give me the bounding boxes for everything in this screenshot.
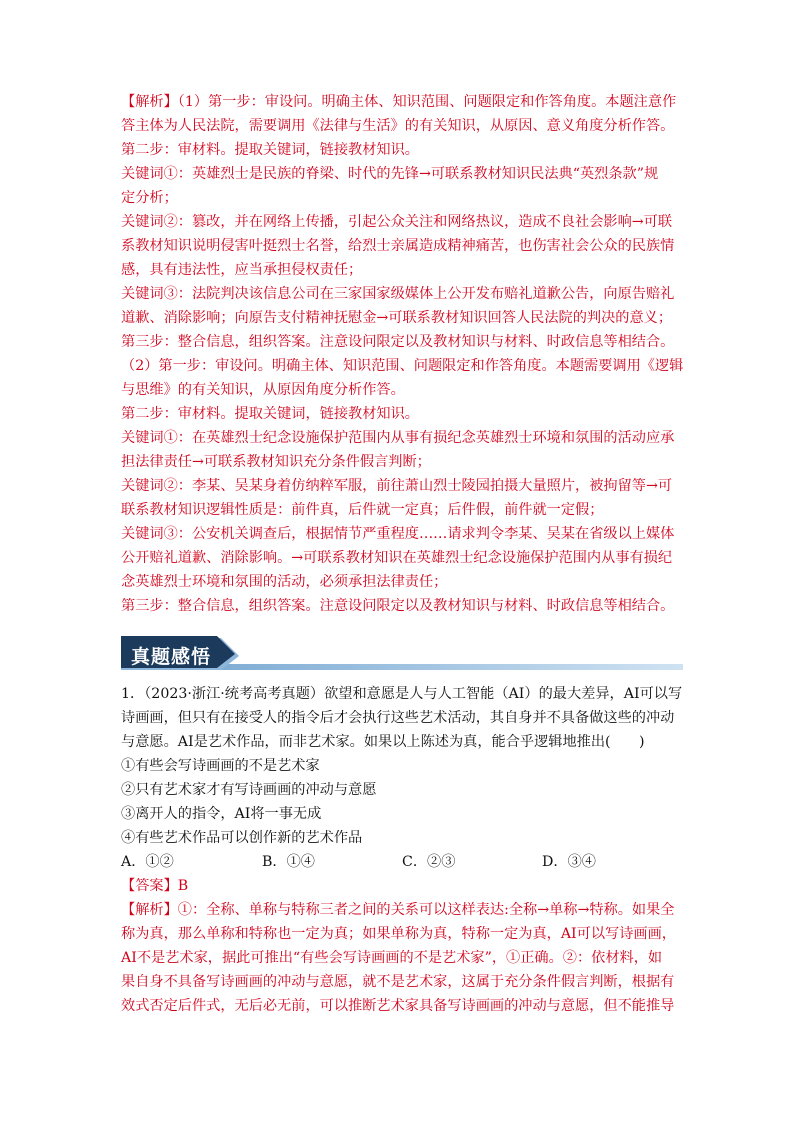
statement-item: ①有些会写诗画画的不是艺术家	[121, 758, 320, 774]
analysis-line: 定分析；	[121, 190, 178, 206]
question-stem-line: 与意愿。AI是艺术作品，而非艺术家。如果以上陈述为真，能合乎逻辑地推出( )	[121, 734, 645, 750]
question-stem-line: 诗画画，但只有在接受人的指令后才会执行这些艺术活动，其自身并不具备做这些的冲动	[121, 710, 675, 726]
analysis-line: 联系教材知识逻辑性质是：前件真，后件就一定真；后件假，前件就一定假；	[121, 502, 604, 518]
option-c: C．②③	[402, 854, 456, 870]
analysis-line: 关键词③：法院判决该信息公司在三家国家级媒体上公开发布赔礼道歉公告，向原告赔礼	[121, 286, 675, 302]
statement-item: ④有些艺术作品可以创作新的艺术作品	[121, 830, 363, 846]
question-stem-line: 1．（2023·浙江·统考高考真题）欲望和意愿是人与人工智能（AI）的最大差异，AI可以写	[121, 686, 683, 702]
analysis-line: 第三步：整合信息，组织答案。注意设问限定以及教材知识与材料、时政信息等相结合。	[121, 334, 675, 350]
analysis-line: 感，具有违法性，应当承担侵权责任；	[121, 262, 363, 278]
section-banner	[121, 636, 683, 674]
statement-item: ③离开人的指令，AI将一事无成	[121, 806, 322, 822]
analysis-line: 第三步：整合信息，组织答案。注意设问限定以及教材知识与材料、时政信息等相结合。	[121, 598, 675, 614]
analysis-line: 道歉、消除影响；向原告支付精神抚慰金→可联系教材知识回答人民法院的判决的意义；	[121, 310, 673, 326]
analysis-section	[121, 90, 683, 618]
option-a: A．①②	[121, 854, 174, 870]
option-d: D．③④	[542, 854, 596, 870]
analysis-line: 效式否定后件式，无后必无前，可以推断艺术家具备写诗画画的冲动与意愿，但不能推导	[121, 998, 675, 1014]
analysis-line: 公开赔礼道歉、消除影响。→可联系教材知识在英雄烈士纪念设施保护范围内从事有损纪	[121, 550, 673, 566]
analysis-line: 【解析】①：全称、单称与特称三者之间的关系可以这样表达:全称→单称→特称。如果全	[121, 902, 675, 918]
analysis-line: 关键词①：在英雄烈士纪念设施保护范围内从事有损纪念英雄烈士环境和氛围的活动应承	[121, 430, 675, 446]
analysis-line: 关键词①：英雄烈士是民族的脊梁、时代的先锋→可联系教材知识民法典“英烈条款”规	[121, 166, 659, 182]
option-b: B．①④	[262, 854, 315, 870]
answer-analysis-block	[121, 874, 683, 1018]
analysis-line: 关键词②：篡改，并在网络上传播，引起公众关注和网络热议，造成不良社会影响→可联	[121, 214, 673, 230]
analysis-line: 系教材知识说明侵害叶挺烈士名誉，给烈士亲属造成精神痛苦，也伤害社会公众的民族情	[121, 238, 675, 254]
analysis-line: 担法律责任→可联系教材知识充分条件假言判断；	[121, 454, 431, 470]
analysis-line: 第二步：审材料。提取关键词，链接教材知识。	[121, 406, 419, 422]
analysis-line: 答主体为人民法院，需要调用《法律与生活》的有关知识，从原因、意义角度分析作答。	[121, 118, 675, 134]
analysis-line: AI不是艺术家，据此可推出“有些会写诗画画的不是艺术家”，①正确。②：依材料，如	[121, 950, 663, 966]
answer-label: 【答案】B	[121, 878, 189, 894]
answer-options	[121, 850, 683, 874]
analysis-line: 关键词③：公安机关调查后，根据情节严重程度……请求判令李某、吴某在省级以上媒体	[121, 526, 675, 542]
analysis-line: 称为真，那么单称和特称也一定为真；如果单称为真，特称一定为真，AI可以写诗画画，	[121, 926, 676, 942]
statement-item: ②只有艺术家才有写诗画画的冲动与意愿	[121, 782, 377, 798]
question-block	[121, 682, 683, 874]
analysis-line: 念英雄烈士环境和氛围的活动，必须承担法律责任；	[121, 574, 448, 590]
section-title: 真题感悟	[131, 646, 212, 668]
analysis-line: 关键词②：李某、吴某身着仿纳粹军服，前往萧山烈士陵园拍摄大量照片，被拘留等→可	[121, 478, 673, 494]
analysis-line: 【解析】（1）第一步：审设问。明确主体、知识范围、问题限定和作答角度。本题注意作	[121, 94, 677, 110]
analysis-line: 第二步：审材料。提取关键词，链接教材知识。	[121, 142, 419, 158]
analysis-line: 果自身不具备写诗画画的冲动与意愿，就不是艺术家，这属于充分条件假言判断，根据有	[121, 974, 675, 990]
analysis-line: 与思维》的有关知识，从原因角度分析作答。	[121, 382, 405, 398]
analysis-line: （2）第一步：审设问。明确主体、知识范围、问题限定和作答角度。本题需要调用《逻辑	[121, 358, 683, 374]
